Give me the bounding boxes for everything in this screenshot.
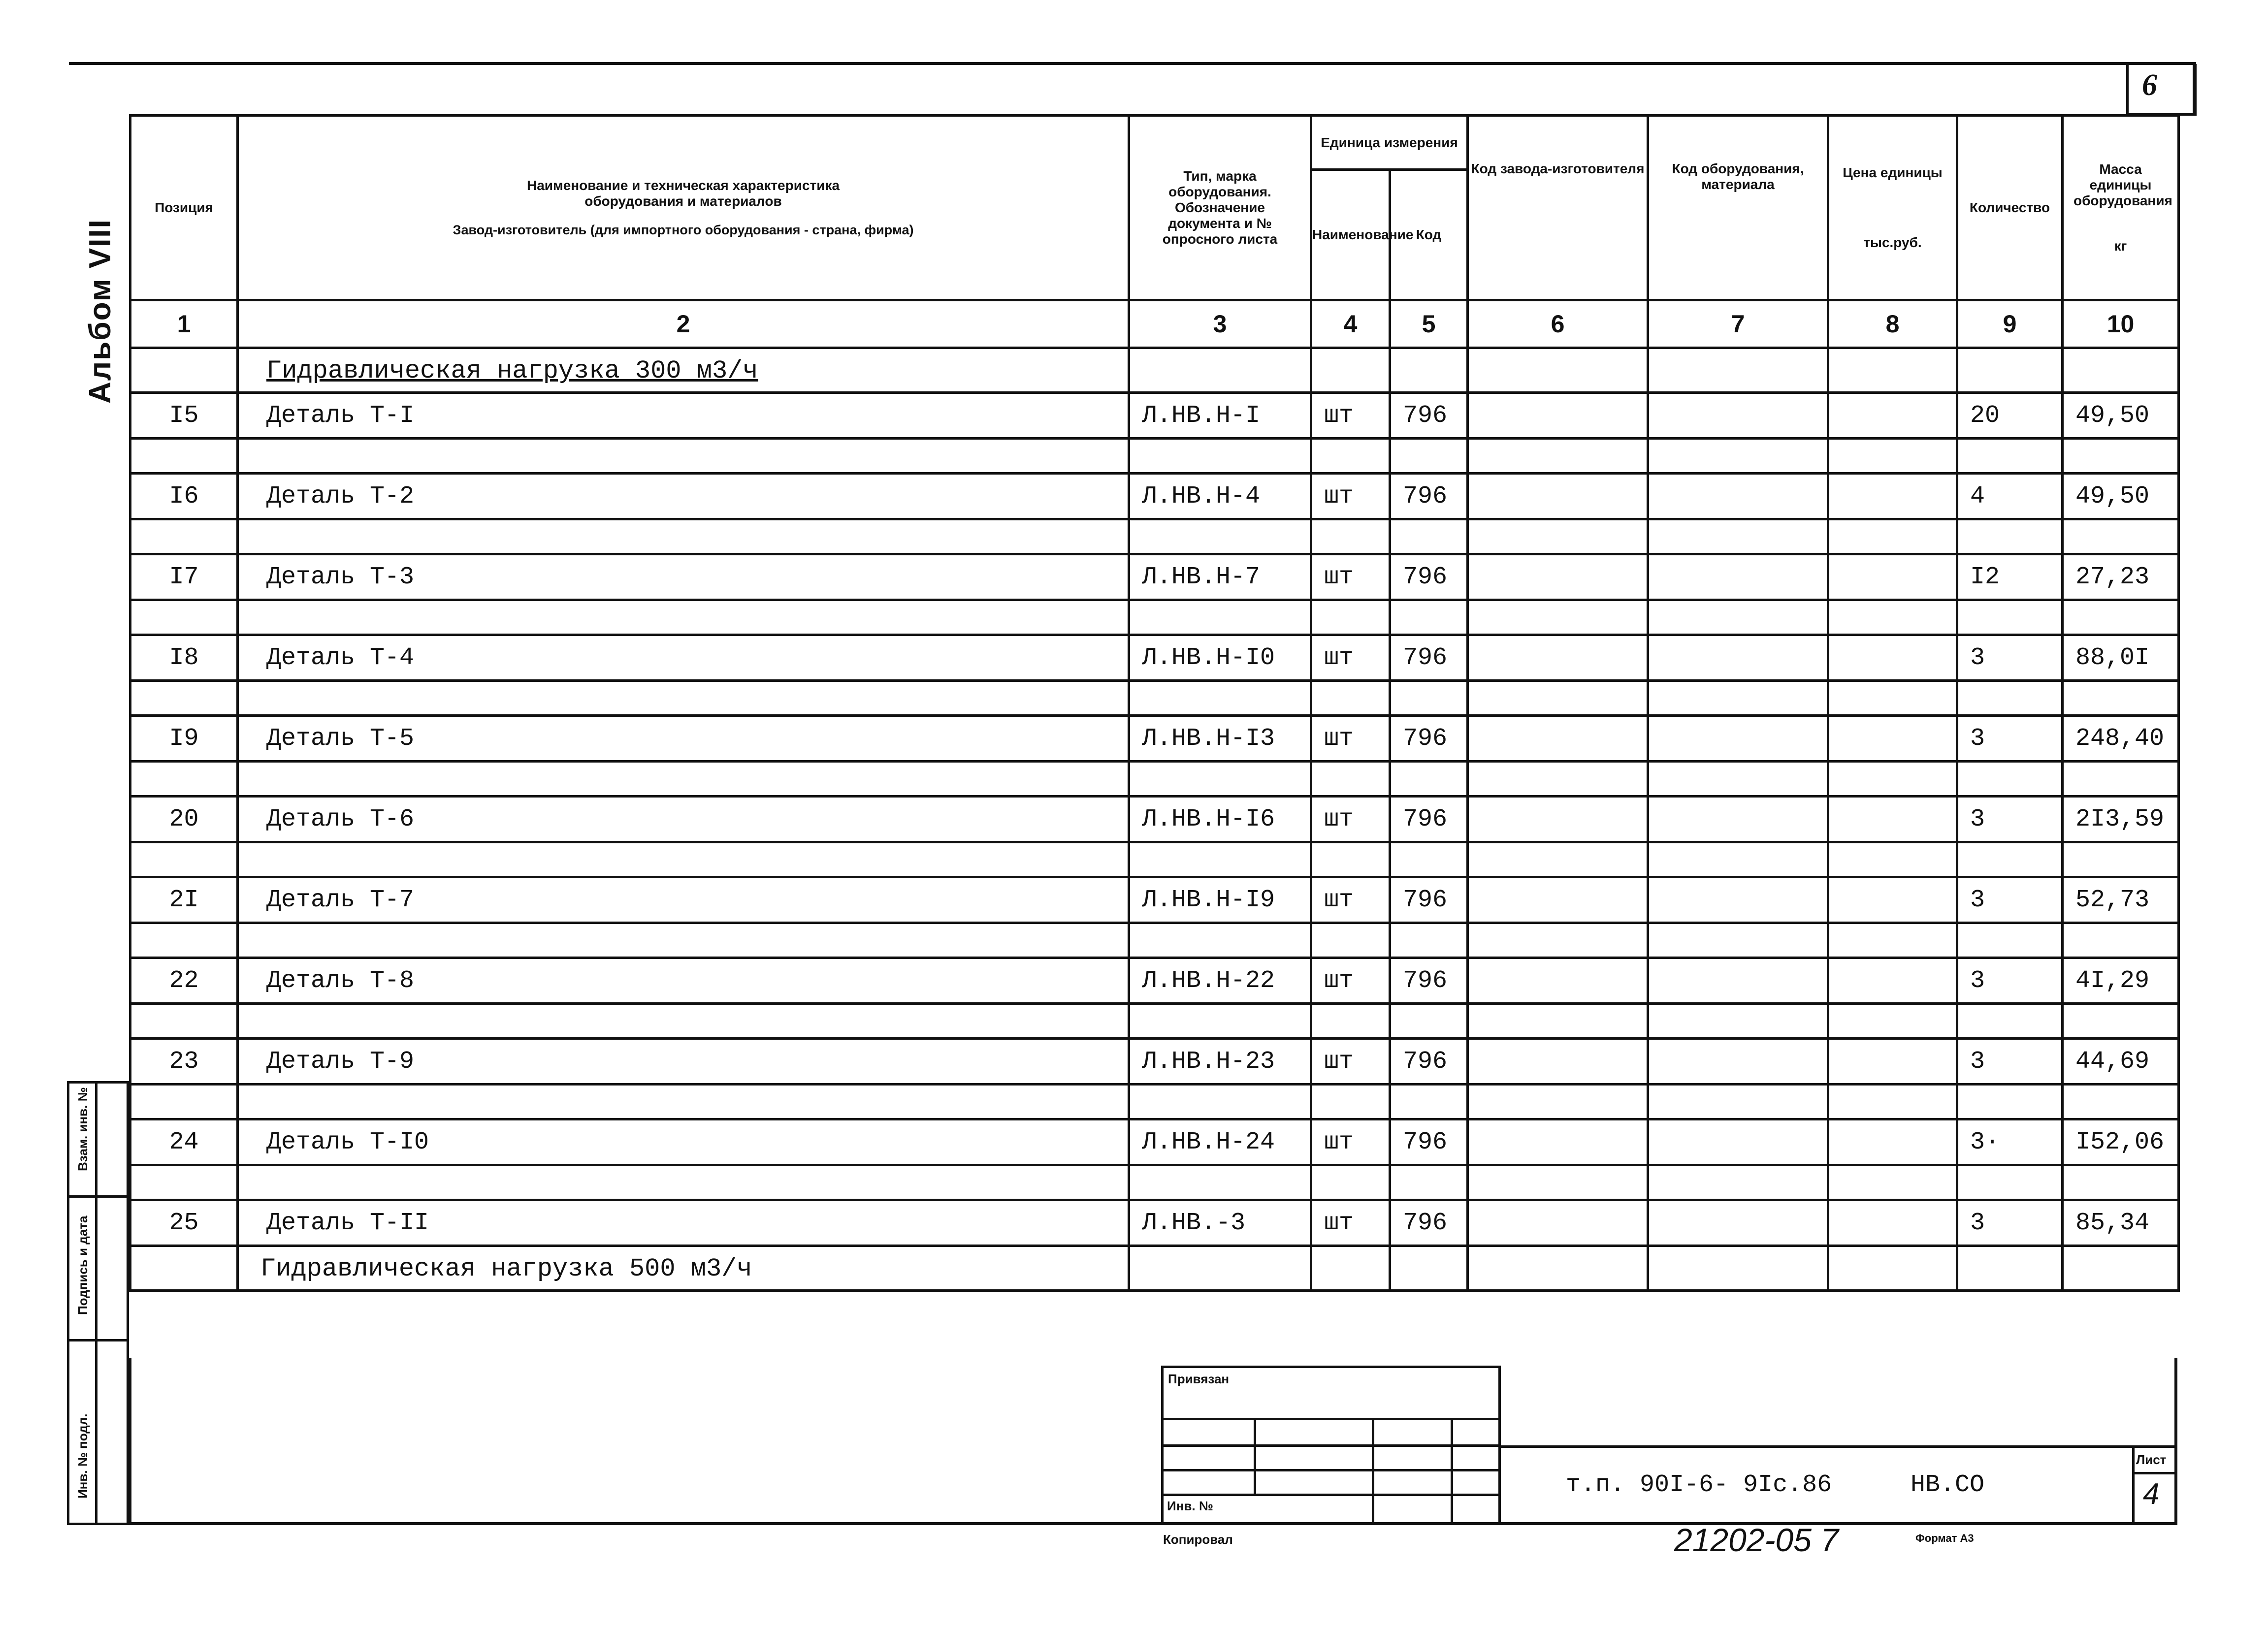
spacer-row xyxy=(130,1004,2179,1039)
table-header-row xyxy=(130,116,2179,170)
cell-price xyxy=(1828,958,1957,1004)
cell-unit-code: 796 xyxy=(1390,716,1468,762)
column-number: 7 xyxy=(1648,300,1828,348)
format-label: Формат А3 xyxy=(1915,1532,1974,1544)
column-number: 10 xyxy=(2063,300,2179,348)
spacer-cell xyxy=(1468,1165,1648,1200)
cell-quantity: 3· xyxy=(1957,1119,2063,1165)
cell-unit: шт xyxy=(1311,716,1390,762)
cell-unit-code: 796 xyxy=(1390,1119,1468,1165)
spacer-cell xyxy=(1311,1165,1390,1200)
cell-unit-code: 796 xyxy=(1390,554,1468,600)
cell-name: Деталь Т-II xyxy=(238,1200,1129,1246)
spacer-cell xyxy=(1828,681,1957,716)
spacer-cell xyxy=(1390,600,1468,635)
spacer-cell xyxy=(130,842,238,877)
cell-unit: шт xyxy=(1311,1119,1390,1165)
cell-name: Деталь Т-8 xyxy=(238,958,1129,1004)
spacer-cell xyxy=(130,762,238,797)
cell-mass: 248,40 xyxy=(2063,716,2179,762)
title-block-line xyxy=(2132,1472,2177,1474)
cell-mass: 88,0I xyxy=(2063,635,2179,681)
spacer-cell xyxy=(1648,1004,1828,1039)
spacer-cell xyxy=(1957,1004,2063,1039)
spacer-cell xyxy=(1129,923,1311,958)
cell-unit-code: 796 xyxy=(1390,877,1468,923)
spacer-cell xyxy=(2063,1165,2179,1200)
cell-quantity: 3 xyxy=(1957,797,2063,842)
cell-quantity: 3 xyxy=(1957,877,2063,923)
spacer-row xyxy=(130,1165,2179,1200)
cell-price xyxy=(1828,877,1957,923)
cell-mass: 49,50 xyxy=(2063,393,2179,439)
inventory-label: Инв. № xyxy=(1167,1499,1213,1513)
cell-equipment-code xyxy=(1648,1119,1828,1165)
cell-unit-code: 796 xyxy=(1390,1200,1468,1246)
cell-document: Л.НВ.Н-23 xyxy=(1129,1039,1311,1085)
spacer-cell xyxy=(2063,681,2179,716)
spacer-cell xyxy=(1828,439,1957,474)
strip-cell-signature xyxy=(69,1198,127,1341)
column-number: 6 xyxy=(1468,300,1648,348)
spacer-cell xyxy=(1828,1004,1957,1039)
cell-quantity: 3 xyxy=(1957,1200,2063,1246)
stamp-line xyxy=(1451,1418,1453,1525)
stamp-line xyxy=(1161,1444,1501,1447)
spacer-cell xyxy=(1129,1085,1311,1119)
cell-name: Деталь Т-I0 xyxy=(238,1119,1129,1165)
spacer-cell xyxy=(1129,519,1311,554)
table-row xyxy=(130,716,2179,762)
col-header-plant-code: Код завода-изготовителя xyxy=(1468,116,1648,300)
cell-equipment-code xyxy=(1648,1200,1828,1246)
album-label: Альбом VIII xyxy=(83,219,117,404)
spacer-cell xyxy=(238,842,1129,877)
table-row xyxy=(130,393,2179,439)
table-row xyxy=(130,554,2179,600)
cell-price xyxy=(1828,393,1957,439)
spacer-cell xyxy=(1311,681,1390,716)
spacer-cell xyxy=(1648,923,1828,958)
spacer-cell xyxy=(1648,1085,1828,1119)
spacer-cell xyxy=(1468,600,1648,635)
spacer-cell xyxy=(1468,923,1648,958)
col-header-mass: Масса единицы оборудования кг xyxy=(2063,116,2179,300)
spacer-cell xyxy=(2063,923,2179,958)
cell-quantity: 4 xyxy=(1957,474,2063,519)
spacer-cell xyxy=(1311,519,1390,554)
spacer-cell xyxy=(238,923,1129,958)
left-strip xyxy=(67,1081,129,1525)
strip-label: Взам. инв. № xyxy=(75,1087,90,1171)
spacer-cell xyxy=(130,1165,238,1200)
cell-plant-code xyxy=(1468,958,1648,1004)
table-row xyxy=(130,1119,2179,1165)
cell-equipment-code xyxy=(1648,958,1828,1004)
spacer-cell xyxy=(1311,762,1390,797)
spacer-cell xyxy=(1390,1004,1468,1039)
spacer-cell xyxy=(1648,1165,1828,1200)
cell-document: Л.НВ.Н-I xyxy=(1129,393,1311,439)
spacer-cell xyxy=(130,439,238,474)
spacer-cell xyxy=(1828,600,1957,635)
cell-mass: 2I3,59 xyxy=(2063,797,2179,842)
table-row xyxy=(130,635,2179,681)
spacer-cell xyxy=(1390,1165,1468,1200)
cell-position: I8 xyxy=(130,635,238,681)
cell-plant-code xyxy=(1468,877,1648,923)
cell-unit-code: 796 xyxy=(1390,474,1468,519)
cell-plant-code xyxy=(1468,1200,1648,1246)
cell-price xyxy=(1828,635,1957,681)
table-row xyxy=(130,474,2179,519)
cell-plant-code xyxy=(1468,716,1648,762)
cell-plant-code xyxy=(1468,474,1648,519)
cell-unit: шт xyxy=(1311,958,1390,1004)
cell-plant-code xyxy=(1468,554,1648,600)
spacer-row xyxy=(130,681,2179,716)
col-header-price: Цена единицы тыс.руб. xyxy=(1828,116,1957,300)
spacer-cell xyxy=(1648,439,1828,474)
table-row xyxy=(130,1200,2179,1246)
spacer-cell xyxy=(1468,842,1648,877)
cell-name: Деталь Т-3 xyxy=(238,554,1129,600)
cell-equipment-code xyxy=(1648,635,1828,681)
spacer-cell xyxy=(2063,842,2179,877)
cell-name: Деталь Т-6 xyxy=(238,797,1129,842)
col-header-quantity: Количество xyxy=(1957,116,2063,300)
table-row xyxy=(130,958,2179,1004)
spacer-cell xyxy=(1390,1085,1468,1119)
cell-unit-code: 796 xyxy=(1390,958,1468,1004)
section-row xyxy=(130,348,2179,393)
cell-mass: 27,23 xyxy=(2063,554,2179,600)
spacer-cell xyxy=(1957,1165,2063,1200)
spacer-cell xyxy=(1648,762,1828,797)
spacer-cell xyxy=(238,681,1129,716)
cell-name: Деталь Т-2 xyxy=(238,474,1129,519)
spacer-cell xyxy=(1957,681,2063,716)
spacer-cell xyxy=(1828,923,1957,958)
stamp-line xyxy=(1161,1418,1501,1420)
cell-document: Л.НВ.Н-I9 xyxy=(1129,877,1311,923)
cell-position: 20 xyxy=(130,797,238,842)
spacer-cell xyxy=(1311,1004,1390,1039)
spacer-cell xyxy=(1957,762,2063,797)
spacer-cell xyxy=(130,1085,238,1119)
spacer-cell xyxy=(1468,762,1648,797)
spacer-cell xyxy=(1648,842,1828,877)
spacer-cell xyxy=(1129,842,1311,877)
cell-position: 22 xyxy=(130,958,238,1004)
cell-position: I6 xyxy=(130,474,238,519)
spacer-cell xyxy=(1828,842,1957,877)
cell-quantity: 3 xyxy=(1957,1039,2063,1085)
col-header-unit-code: Код xyxy=(1390,170,1468,300)
cell-unit: шт xyxy=(1311,877,1390,923)
document-code: т.п. 90I-6- 9Iс.86 xyxy=(1566,1471,1832,1499)
spacer-cell xyxy=(1957,439,2063,474)
cell-quantity: 20 xyxy=(1957,393,2063,439)
cell-price xyxy=(1828,554,1957,600)
cell-name: Деталь Т-9 xyxy=(238,1039,1129,1085)
cell-position: 2I xyxy=(130,877,238,923)
spacer-cell xyxy=(1468,439,1648,474)
spacer-cell xyxy=(1129,762,1311,797)
spacer-cell xyxy=(238,439,1129,474)
stamp-line xyxy=(1161,1469,1501,1471)
cell-plant-code xyxy=(1468,635,1648,681)
col-header-equipment-code: Код оборудования, материала xyxy=(1648,116,1828,300)
cell-equipment-code xyxy=(1648,716,1828,762)
sheet-number: 6 xyxy=(2142,68,2157,102)
specification-table xyxy=(129,114,2180,1292)
cell-plant-code xyxy=(1468,1119,1648,1165)
cell-price xyxy=(1828,1119,1957,1165)
stamp-line xyxy=(1372,1418,1374,1525)
cell-name: Деталь Т-I xyxy=(238,393,1129,439)
cell-document: Л.НВ.Н-I3 xyxy=(1129,716,1311,762)
cell-name: Деталь Т-7 xyxy=(238,877,1129,923)
spacer-cell xyxy=(1390,762,1468,797)
cell-position: I7 xyxy=(130,554,238,600)
spacer-cell xyxy=(2063,600,2179,635)
title-block-line xyxy=(2132,1445,2135,1525)
spacer-cell xyxy=(1828,519,1957,554)
spacer-cell xyxy=(238,1004,1129,1039)
spacer-row xyxy=(130,600,2179,635)
cell-equipment-code xyxy=(1648,877,1828,923)
spacer-cell xyxy=(1648,681,1828,716)
cell-equipment-code xyxy=(1648,474,1828,519)
cell-document: Л.НВ.-3 xyxy=(1129,1200,1311,1246)
cell-price xyxy=(1828,716,1957,762)
cell-equipment-code xyxy=(1648,1039,1828,1085)
col-header-name: Наименование и техническая характеристика оборудования и материалов Завод-изготовитель (для импортного оборудования - страна, фирма) xyxy=(238,116,1129,300)
section-title: Гидравлическая нагрузка 500 м3/ч xyxy=(260,1254,752,1283)
cell-position: I5 xyxy=(130,393,238,439)
cell-mass: 52,73 xyxy=(2063,877,2179,923)
spacer-cell xyxy=(1957,519,2063,554)
cell-position: 25 xyxy=(130,1200,238,1246)
cell-quantity: 3 xyxy=(1957,958,2063,1004)
spacer-cell xyxy=(1311,439,1390,474)
spacer-cell xyxy=(1311,1085,1390,1119)
spacer-cell xyxy=(1390,681,1468,716)
cell-quantity: 3 xyxy=(1957,635,2063,681)
cell-position: 24 xyxy=(130,1119,238,1165)
column-number: 8 xyxy=(1828,300,1957,348)
spacer-row xyxy=(130,519,2179,554)
cell-unit: шт xyxy=(1311,474,1390,519)
col-header-unit-name: Наименование xyxy=(1311,170,1390,300)
spacer-cell xyxy=(1311,600,1390,635)
spacer-row xyxy=(130,842,2179,877)
col-header-unit-group: Единица измерения xyxy=(1311,116,1468,170)
cell-unit-code: 796 xyxy=(1390,797,1468,842)
section-row xyxy=(130,1246,2179,1291)
spacer-cell xyxy=(130,1004,238,1039)
col-header-type: Тип, марка оборудования. Обозначение документа и № опросного листа xyxy=(1129,116,1311,300)
cell-name: Деталь Т-5 xyxy=(238,716,1129,762)
cell-equipment-code xyxy=(1648,797,1828,842)
spacer-cell xyxy=(1129,681,1311,716)
stamp-line xyxy=(1161,1494,1501,1496)
strip-label: Подпись и дата xyxy=(75,1215,90,1315)
list-number: 4 xyxy=(2143,1477,2160,1510)
privyazan-label: Привязан xyxy=(1168,1372,1230,1386)
spacer-cell xyxy=(130,923,238,958)
spacer-cell xyxy=(1390,439,1468,474)
spacer-cell xyxy=(1957,600,2063,635)
strip-cell-inventory xyxy=(69,1341,127,1523)
table-row xyxy=(130,797,2179,842)
cell-name: Деталь Т-4 xyxy=(238,635,1129,681)
spacer-cell xyxy=(1129,1165,1311,1200)
column-number: 5 xyxy=(1390,300,1468,348)
spacer-row xyxy=(130,762,2179,797)
cell-plant-code xyxy=(1468,393,1648,439)
cell-position: I9 xyxy=(130,716,238,762)
spacer-cell xyxy=(1828,762,1957,797)
cell-document: Л.НВ.Н-I0 xyxy=(1129,635,1311,681)
spacer-cell xyxy=(1468,1085,1648,1119)
spacer-cell xyxy=(2063,1085,2179,1119)
cell-price xyxy=(1828,797,1957,842)
spacer-cell xyxy=(238,519,1129,554)
cell-unit: шт xyxy=(1311,797,1390,842)
spacer-cell xyxy=(1390,923,1468,958)
stamp-line xyxy=(1254,1418,1256,1494)
spacer-cell xyxy=(1468,519,1648,554)
cell-mass: 49,50 xyxy=(2063,474,2179,519)
spacer-cell xyxy=(2063,762,2179,797)
table-body xyxy=(130,393,2179,1246)
top-rule xyxy=(69,62,2196,65)
spacer-row xyxy=(130,923,2179,958)
sheet-number-box xyxy=(2126,64,2197,116)
cell-equipment-code xyxy=(1648,393,1828,439)
column-number: 9 xyxy=(1957,300,2063,348)
cell-document: Л.НВ.Н-24 xyxy=(1129,1119,1311,1165)
cell-quantity: 3 xyxy=(1957,716,2063,762)
spacer-cell xyxy=(1828,1085,1957,1119)
cell-plant-code xyxy=(1468,1039,1648,1085)
spacer-cell xyxy=(1390,519,1468,554)
spacer-cell xyxy=(1648,600,1828,635)
cell-mass: 85,34 xyxy=(2063,1200,2179,1246)
cell-unit: шт xyxy=(1311,1039,1390,1085)
spacer-cell xyxy=(1129,1004,1311,1039)
spacer-cell xyxy=(130,600,238,635)
cell-mass: 44,69 xyxy=(2063,1039,2179,1085)
drawing-frame-bottom xyxy=(129,1358,2177,1525)
table-row xyxy=(130,1039,2179,1085)
cell-unit-code: 796 xyxy=(1390,635,1468,681)
cell-price xyxy=(1828,1200,1957,1246)
spacer-cell xyxy=(1957,1085,2063,1119)
spacer-cell xyxy=(1129,439,1311,474)
cell-price xyxy=(1828,1039,1957,1085)
spacer-cell xyxy=(2063,1004,2179,1039)
cell-unit: шт xyxy=(1311,554,1390,600)
strip-cell-replace xyxy=(69,1084,127,1198)
spacer-row xyxy=(130,439,2179,474)
cell-mass: 4I,29 xyxy=(2063,958,2179,1004)
spacer-cell xyxy=(1129,600,1311,635)
spacer-cell xyxy=(1957,842,2063,877)
cell-unit-code: 796 xyxy=(1390,393,1468,439)
cell-document: Л.НВ.Н-7 xyxy=(1129,554,1311,600)
cell-position: 23 xyxy=(130,1039,238,1085)
spacer-cell xyxy=(1390,842,1468,877)
spacer-cell xyxy=(238,1165,1129,1200)
spacer-cell xyxy=(130,519,238,554)
cell-document: Л.НВ.Н-I6 xyxy=(1129,797,1311,842)
spacer-cell xyxy=(238,1085,1129,1119)
spacer-cell xyxy=(238,600,1129,635)
copied-label: Копировал xyxy=(1163,1532,1233,1547)
column-number-row xyxy=(130,300,2179,348)
column-number: 2 xyxy=(238,300,1129,348)
spacer-row xyxy=(130,1085,2179,1119)
spacer-cell xyxy=(1468,1004,1648,1039)
column-number: 4 xyxy=(1311,300,1390,348)
cell-unit-code: 796 xyxy=(1390,1039,1468,1085)
col-header-position: Позиция xyxy=(130,116,238,300)
spacer-cell xyxy=(130,681,238,716)
spacer-cell xyxy=(1468,681,1648,716)
spacer-cell xyxy=(238,762,1129,797)
spacer-cell xyxy=(1648,519,1828,554)
archive-number: 21202-05 7 xyxy=(1674,1522,1839,1558)
spacer-cell xyxy=(2063,519,2179,554)
cell-plant-code xyxy=(1468,797,1648,842)
spacer-cell xyxy=(1828,1165,1957,1200)
cell-unit: шт xyxy=(1311,1200,1390,1246)
cell-quantity: I2 xyxy=(1957,554,2063,600)
spacer-cell xyxy=(1957,923,2063,958)
cell-price xyxy=(1828,474,1957,519)
spacer-cell xyxy=(2063,439,2179,474)
cell-unit: шт xyxy=(1311,635,1390,681)
cell-unit: шт xyxy=(1311,393,1390,439)
column-number: 1 xyxy=(130,300,238,348)
cell-document: Л.НВ.Н-4 xyxy=(1129,474,1311,519)
document-mark: НВ.СО xyxy=(1911,1471,1985,1499)
table-row xyxy=(130,877,2179,923)
column-number: 3 xyxy=(1129,300,1311,348)
cell-document: Л.НВ.Н-22 xyxy=(1129,958,1311,1004)
title-block-line xyxy=(1501,1445,2177,1448)
section-title: Гидравлическая нагрузка 300 м3/ч xyxy=(266,356,758,385)
spacer-cell xyxy=(1311,923,1390,958)
cell-equipment-code xyxy=(1648,554,1828,600)
list-label: Лист xyxy=(2136,1452,2167,1467)
cell-mass: I52,06 xyxy=(2063,1119,2179,1165)
spacer-cell xyxy=(1311,842,1390,877)
strip-label: Инв. № подл. xyxy=(75,1413,90,1499)
